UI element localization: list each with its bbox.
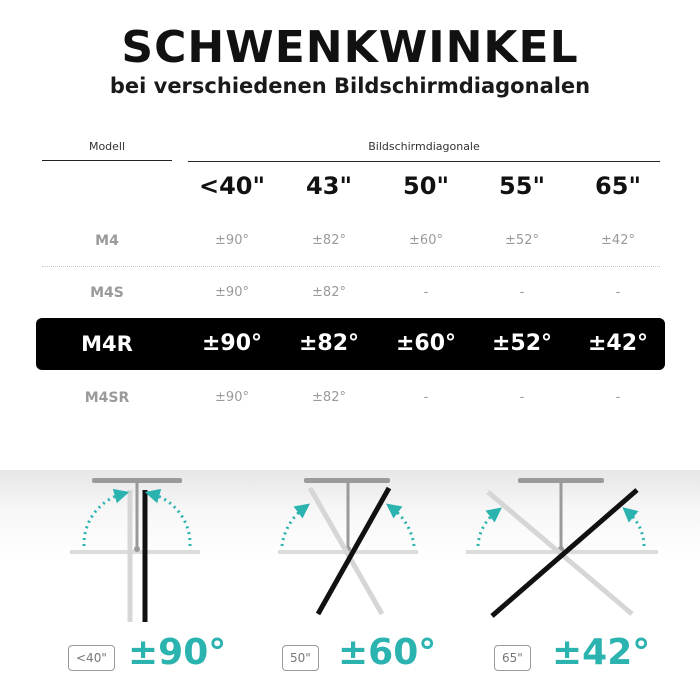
row-model: M4: [95, 233, 119, 249]
table-cell: -: [519, 390, 525, 405]
angle-label: ±90°: [128, 632, 227, 673]
angle-label: ±60°: [338, 632, 437, 673]
table-cell: ±60°: [409, 233, 443, 248]
table-cell: ±82°: [312, 233, 346, 248]
size-badge: 65": [494, 645, 531, 671]
model-header: Modell: [88, 140, 126, 153]
table-cell: ±52°: [505, 233, 539, 248]
table-cell: -: [423, 285, 429, 300]
swivel-diagram-60: [278, 478, 418, 614]
table-cell: -: [519, 285, 525, 300]
table-cell: ±90°: [201, 331, 263, 356]
table-cell: ±42°: [601, 233, 635, 248]
table-cell: -: [615, 285, 621, 300]
diagonal-header: Bildschirmdiagonale: [368, 140, 480, 153]
swivel-diagram-42: [466, 478, 658, 616]
table-cell: ±60°: [395, 331, 457, 356]
row-model: M4SR: [84, 390, 130, 406]
swivel-diagram-90: [70, 478, 200, 622]
table-cell: ±90°: [215, 390, 249, 405]
size-badge: 50": [282, 645, 319, 671]
column-header: 43": [306, 172, 352, 200]
column-header: 50": [403, 172, 449, 200]
row-model: M4S: [90, 285, 124, 301]
angle-label: ±42°: [552, 632, 651, 673]
table-cell: ±82°: [312, 285, 346, 300]
table-cell: ±82°: [312, 390, 346, 405]
row-model: M4R: [81, 332, 133, 356]
table-cell: ±42°: [587, 331, 649, 356]
table-cell: ±90°: [215, 285, 249, 300]
column-header: <40": [198, 172, 265, 200]
page-subtitle: bei verschiedenen Bildschirmdiagonalen: [109, 74, 591, 98]
table-cell: -: [423, 390, 429, 405]
table-cell: ±90°: [215, 233, 249, 248]
table-cell: -: [615, 390, 621, 405]
table-cell: ±52°: [491, 331, 553, 356]
column-header: 55": [499, 172, 545, 200]
page-title: SCHWENKWINKEL: [121, 22, 579, 73]
table-cell: ±82°: [298, 331, 360, 356]
column-header: 65": [595, 172, 641, 200]
size-badge: <40": [68, 645, 115, 671]
